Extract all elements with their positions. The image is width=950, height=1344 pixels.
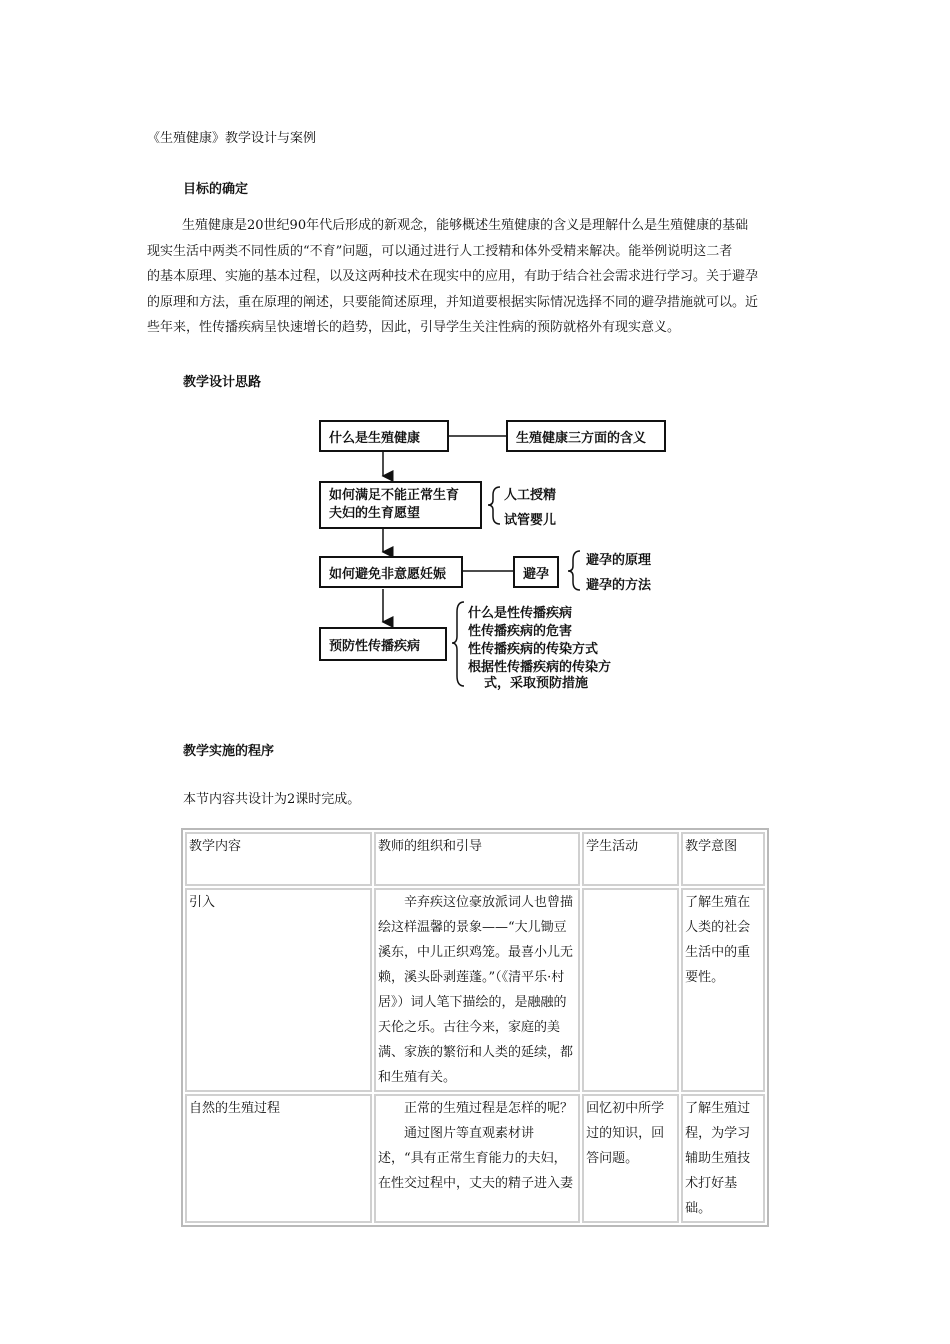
document-title: 《生殖健康》教学设计与案例 [147,131,317,146]
diagram-item: 式，采取预防措施 [484,676,589,691]
paragraph-line: 生殖健康是20世纪90年代后形成的新观念，能够概述生殖健康的含义是理解什么是生殖健康的基础 [182,218,749,233]
diagram-box-three-meanings: 生殖健康三方面的含义 [506,420,666,452]
procedure-intro: 本节内容共设计为2课时完成。 [183,792,361,807]
table-cell-teacher [374,1094,580,1223]
table-header-cell: 学生活动 [582,832,679,886]
table-cell-intent: 了解生殖过程，为学习辅助生殖技术打好基础。 [681,1094,765,1223]
table-header-cell: 教师的组织和引导 [374,832,580,886]
paragraph-line: 的基本原理、实施的基本过程，以及这两种技术在现实中的应用，有助于结合社会需求进行学习。关于避孕 [147,269,759,285]
procedure-table [181,828,769,1227]
diagram-item: 避孕的方法 [586,578,652,593]
diagram-item: 人工授精 [504,488,557,503]
diagram-box-avoid-pregnancy: 如何避免非意愿妊娠 [319,556,463,588]
diagram-box-line: 夫妇的生育愿望 [329,506,421,521]
table-cell-student [582,888,679,1092]
diagram-item: 什么是性传播疾病 [468,606,573,621]
diagram-box-contraception: 避孕 [513,556,559,588]
diagram-item: 性传播疾病的传染方式 [468,642,599,657]
diagram-item: 试管婴儿 [504,513,557,528]
diagram-box-what-is-reproductive-health: 什么是生殖健康 [319,420,449,452]
table-header-cell: 教学意图 [681,832,765,886]
section-heading-design: 教学设计思路 [183,375,262,390]
diagram-box-prevent-std: 预防性传播疾病 [319,627,447,661]
table-cell-teacher: 辛弃疾这位豪放派词人也曾描绘这样温馨的景象——“大儿锄豆溪东，中儿正织鸡笼。最喜小儿无赖，溪头卧剥莲蓬。”（《清平乐·村居》）词人笔下描绘的，是融融的天伦之乐。古往今来，家庭的美满、家族的繁衍和人类的延续，都和生殖有关。 [374,888,580,1092]
paragraph-line: 的原理和方法，重在原理的阐述，只要能简述原理，并知道要根据实际情况选择不同的避孕措施就可以。近 [147,294,759,310]
section-heading-procedure: 教学实施的程序 [183,744,275,759]
diagram-box-line: 如何满足不能正常生育 [329,488,460,503]
table-header-row [185,832,765,886]
table-header-cell: 教学内容 [185,832,372,886]
paragraph-line: 些年来，性传播疾病呈快速增长的趋势，因此，引导学生关注性病的预防就格外有现实意义。 [147,320,681,336]
paragraph-line: 现实生活中两类不同性质的“不育”问题，可以通过进行人工授精和体外受精来解决。能举例说明这二者 [147,243,733,259]
diagram-item: 根据性传播疾病的传染方 [468,660,612,675]
section-heading-goals: 目标的确定 [183,182,249,197]
table-row [185,888,765,1092]
table-cell-student: 回忆初中所学过的知识，回答问题。 [582,1094,679,1223]
table-cell-content: 自然的生殖过程 [185,1094,372,1223]
diagram-item: 性传播疾病的危害 [468,624,573,639]
table-cell-intent: 了解生殖在人类的社会生活中的重要性。 [681,888,765,1092]
teacher-paragraph: 通过图片等直观素材讲述，“具有正常生育能力的夫妇，在性交过程中，丈夫的精子进入妻 [377,1126,573,1191]
diagram-box-infertility [319,481,482,529]
table-row [185,1094,765,1223]
diagram-item: 避孕的原理 [586,553,652,568]
table-cell-content: 引入 [185,888,372,1092]
teacher-paragraph: 正常的生殖过程是怎样的呢？ [403,1101,573,1116]
